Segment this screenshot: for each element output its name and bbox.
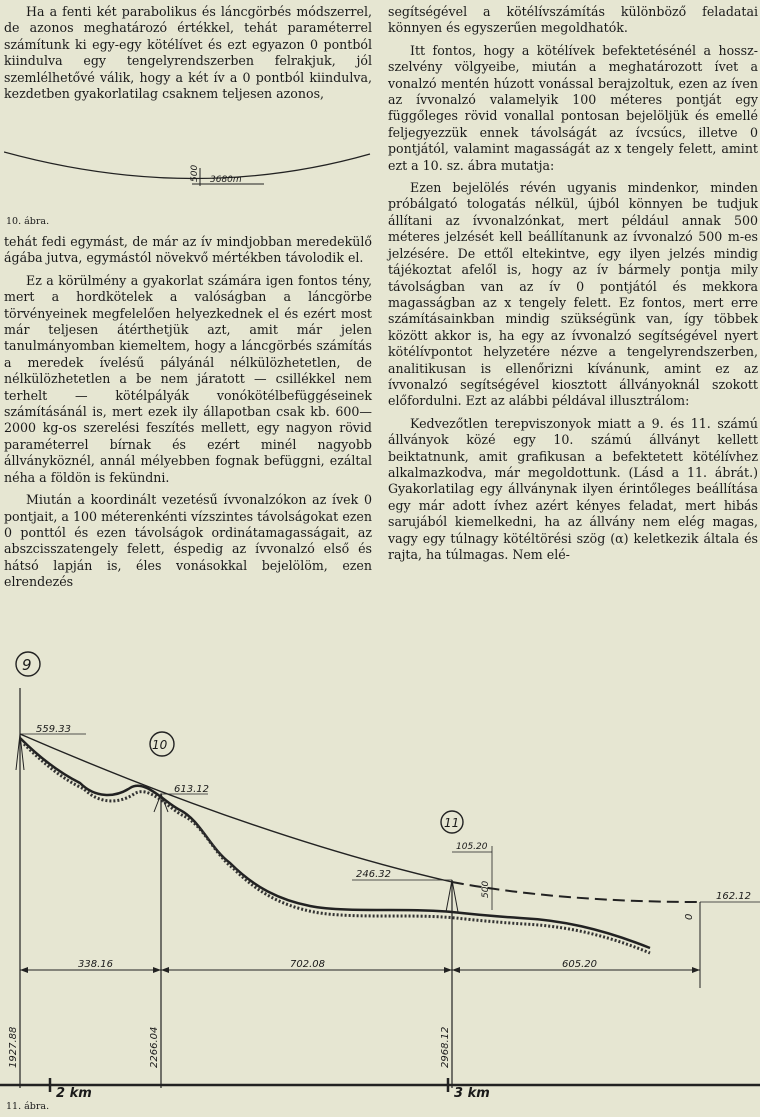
span-1: 338.16 <box>78 959 113 970</box>
dim-500: 500 <box>481 880 491 898</box>
span-3: 605.20 <box>562 959 597 970</box>
km-3-label: 3 km <box>454 1086 490 1098</box>
elevation-end: 162.12 <box>716 891 751 902</box>
support-11-label: 11 <box>444 816 460 830</box>
distance-label: 3680m <box>210 175 242 185</box>
figure-10-caption: 10. ábra. <box>6 216 50 227</box>
dim-105: 105.20 <box>456 842 488 852</box>
left-column-lower <box>4 234 372 591</box>
elevation-11: 246.32 <box>356 869 391 880</box>
support-10-label: 10 <box>152 738 168 752</box>
abscissa-2: 2266.04 <box>149 1026 160 1068</box>
catenary-curve <box>4 152 370 179</box>
height-label: 500 <box>190 164 200 182</box>
elevation-9: 559.33 <box>36 724 71 735</box>
paragraph: Itt fontos, hogy a kötélívek befektetésénél a hossz-szelvény völgyeibe, miután a meghatározott ívet a vonalzó mentén húzott vonással berajzoltuk, ezen az íven az ívvonalzó valamelyik 100 méteres pontját egy függőleges rövid vonallal pontosan bejelöljük és emellé feljegyezzük ennek távolságát az ívcsúcs, illetve 0 pontjától, valamint magasságát az x tengely felett, amint ezt a 10. sz. ábra mutatja: <box>388 42 758 173</box>
cable-curve <box>20 734 452 882</box>
paragraph: Ez a körülmény a gyakorlat számára igen fontos tény, mert a hordkötelek a valóságban a láncgörbe törvényeinek megfelelően helyezkednek el és ezért most már teljesen átérthetjük azt, amit már jelen tanulmányomban kiemeltem, hogy a láncgörbés számítás a meredek ívelésű pályánál nélkülözhetetlen, de nélkülözhetetlen a be nem járatott — csillékkel nem terhelt — kötélpályák vonókötélbefüggéseinek számításánál is, mert ezek ily állapotban csak kb. 600—2000 kg-os szerelési feszítés mellett, egy nagyon rövid paraméterrel bírnak és ezért minél nagyobb állványköznél, annál mélyebben fognak befüggni, ezáltal néha a földön is fekündni. <box>4 272 372 485</box>
figure-11-caption: 11. ábra. <box>6 1101 50 1112</box>
km-2-label: 2 km <box>56 1086 92 1098</box>
paragraph: Ezen bejelölés révén ugyanis mindenkor, minden próbálgató tologatás nélkül, újból könnyen be tudjuk állítani az ívvonalzónkat, mert például annak 500 méteres jelzését kell beállítanunk az ívvonalzó 500 m-es jelzésére. De ettől eltekintve, egy ilyen jelzés mindig tájékoztat afelől is, hogy az ív bármely pontja mily távolságban van az ív 0 pontjától és mekkora magasságban az x tengely felett. Ez fontos, mert erre számításainkban mindig szükségünk van, így többek között akkor is, ha egy az ívvonalzó segítségével nyert kötélívpontot helyzetére nézve a tengelyrendszerben, analitikusan is ellenőrizni kívánunk, amint ez az ívvonalzó segítségével kiosztott állványoknál szokott előfordulni. Ezt az alábbi példával illusztrálom: <box>388 180 758 409</box>
dim-0: 0 <box>684 913 695 920</box>
paragraph: Ha a fenti két parabolikus és láncgörbés módszerrel, de azonos meghatározó értékkel, tehát paraméterrel számítunk ki egy-egy kötélívet és ezt egyazon 0 pontból kiindulva egy tengelyrendszerben felrakjuk, jól szemlélhetővé válik, hogy a két ív a 0 pontból kiindulva, kezdetben gyakorlatilag csaknem teljesen azonos, <box>4 4 372 102</box>
paragraph: tehát fedi egymást, de már az ív mindjobban meredekülő ágába jutva, egymástól növekvő mértékben távolodik el. <box>4 234 372 266</box>
left-column <box>4 4 372 102</box>
figure-10 <box>4 146 372 206</box>
paragraph: segítségével a kötélívszámítás különböző feladatai könnyen és egyszerűen megoldhatók. <box>388 4 758 36</box>
abscissa-1: 1927.88 <box>8 1026 19 1068</box>
terrain-profile <box>20 738 650 948</box>
elevation-10: 613.12 <box>174 784 209 795</box>
abscissa-3: 2968.12 <box>440 1026 451 1068</box>
figure-11 <box>0 648 760 1098</box>
support-9-label: 9 <box>22 656 32 674</box>
span-2: 702.08 <box>290 959 325 970</box>
paragraph: Miután a koordinált vezetésű ívvonalzókon az ívek 0 pontjait, a 100 méterenkénti vízszintes távolságokat ezen 0 ponttól és ezen távolságok ordinátamagasságait, az abszcisszatengely felett, éspedig az ívvonalzó első és hátsó lapján is, éles vonásokkal bejelölöm, ezen elrendezés <box>4 492 372 590</box>
paragraph: Kedvezőtlen terepviszonyok miatt a 9. és 11. számú állványok közé egy 10. számú állványt kellett beiktatnunk, amit grafikusan a befektetett kötélívhez alkalmazkodva, már megoldottunk. (Lásd a 11. ábrát.) Gyakorlatilag egy állványnak ilyen érintőleges beállítása egy már adott ívhez azért kényes feladat, mert hibás sarujából kiemelkedni, ha az állvány nem elég magas, vagy egy túlnagy kötéltörési szög (α) keletkezik általa és rajta, ha túlmagas. Nem elé- <box>388 415 758 562</box>
right-column <box>388 4 758 563</box>
